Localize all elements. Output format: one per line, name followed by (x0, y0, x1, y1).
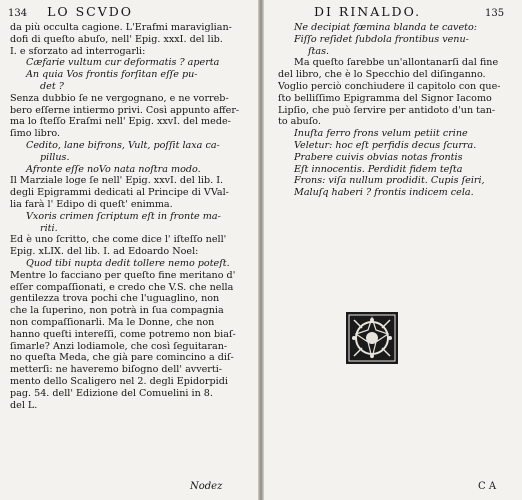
text-line: Il Marziale loge ſe nell' Epig. xxvI. del lib. I. (10, 175, 224, 187)
text-line: to abuſo. (278, 116, 321, 128)
text-line: del libro, che è lo Specchio del diſinganno. (278, 69, 486, 81)
text-line: del L. (10, 399, 38, 411)
text-line: Veletur: hoc eſt perfidis decus ſcurra. (294, 139, 477, 151)
text-line: metterſi: ne haveremo biſogno dell' avverti- (10, 364, 223, 376)
text-line: An quia Vos frontis forſitan eſſe pu- (26, 69, 198, 81)
right-catchword: C A (478, 481, 497, 492)
text-line: ſimarle? Anzi lodiamole, che così ſeguitaran- (10, 340, 228, 352)
left-page-header (8, 4, 133, 19)
text-line: Epig. xLIX. del lib. I. ad Edoardo Noel: (10, 246, 199, 258)
text-line: pag. 54. dell' Edizione del Comuelini in 8. (10, 387, 213, 399)
text-line: dofi di queſto abuſo, nell' Epig. xxxI. del lib. (10, 33, 223, 45)
text-line: da più occulta cagione. L'Erafmi maraviglian- (10, 22, 232, 33)
text-line: no queſta Meda, che già pare comincino a diſ- (10, 352, 234, 364)
text-line: hanno queſti intereſſi, come potremo non biaſ- (10, 328, 236, 340)
text-line: Fiſſo reſidet ſubdola frontibus venu- (294, 33, 469, 45)
text-line: Ed è uno ſcritto, che come dice l' iſteſſo nell' (10, 234, 227, 246)
text-line: gentilezza trova pochi che l'uguaglino, non (10, 293, 220, 305)
text-line: bero eſſerne intiermo privi. Così appunto affer- (10, 104, 240, 116)
text-line: I. e sforzato ad interrogarli: (10, 45, 146, 57)
text-line: Vxoris crimen ſcriptum eſt in fronte ma- (26, 210, 221, 222)
right-body-text (278, 22, 516, 199)
text-line: Ma queſto ſarebbe un'allontanarſi dal fine (294, 57, 499, 69)
text-line: Afronte eſſe noVo nata noſtra modo. (26, 163, 201, 175)
text-line: che la ſuperino, non potrà in ſua compagnia (10, 305, 224, 317)
printer-ornament-icon (346, 312, 398, 364)
text-line: ſtas. (308, 45, 330, 57)
text-line: ma lo ſteſſo Eraſmi nell' Epig. xxvI. del mede- (10, 116, 231, 128)
left-catchword: Nodez (190, 481, 223, 492)
text-line: pillus. (40, 151, 70, 163)
text-line: riti. (40, 222, 58, 234)
text-line: Prabere cuivis obvias notas frontis (294, 151, 463, 163)
text-line: Mentre lo facciano per queſto fine meritano d' (10, 269, 236, 281)
right-page-header (314, 4, 504, 19)
text-line: Voglio perciò conchiudere il capitolo con que- (278, 80, 501, 92)
text-line: lia farà l' Edipo di queſt' enimma. (10, 198, 173, 210)
text-line: degli Epigrammi dedicati al Principe di VVal- (10, 187, 229, 199)
text-line: Cedito, lane bifrons, Vult, poſſit laxa ca- (26, 139, 220, 151)
right-page (264, 0, 522, 500)
text-line: Cæfarie vultum cur deformatis ? aperta (26, 57, 220, 69)
text-line: det ? (40, 80, 64, 92)
text-line: ſimo libro. (10, 128, 61, 140)
text-line: Lipſio, che può ſervire per antidoto d'un tan- (278, 104, 496, 116)
text-line: Maluſq haberi ? frontis indicem cela. (294, 187, 474, 199)
right-page-number: 135 (485, 8, 505, 19)
text-line: Frons: viſa nullum prodidit. Cupis ſeiri, (294, 175, 485, 187)
text-line: Inuſta ferro frons velum petiit crine (294, 128, 468, 140)
text-line: Eſt innocentis. Perdidit fidem teſta (294, 163, 463, 175)
text-line: mento dello Scaligero nel 2. degli Epidorpidi (10, 375, 228, 387)
text-line: ſto belliſſimo Epigramma del Signor Iacomo (278, 92, 492, 104)
left-running-head: LO SCVDO (47, 4, 134, 19)
left-page-number: 134 (8, 8, 28, 19)
text-line: Senza dubbio ſe ne vergognano, e ne vorreb- (10, 92, 229, 104)
left-body-text (10, 22, 252, 411)
text-line: Ne decipiat fœmina blanda te caveto: (294, 22, 478, 33)
right-running-head: DI RINALDO. (314, 4, 422, 19)
text-line: non compaſſionarli. Ma le Donne, che non (10, 316, 215, 328)
left-page (0, 0, 258, 500)
text-line: eſſer compaſſionati, e credo che V.S. che nella (10, 281, 234, 293)
text-line: Quod tibi nupta dedit tollere nemo poteſt. (26, 257, 230, 269)
